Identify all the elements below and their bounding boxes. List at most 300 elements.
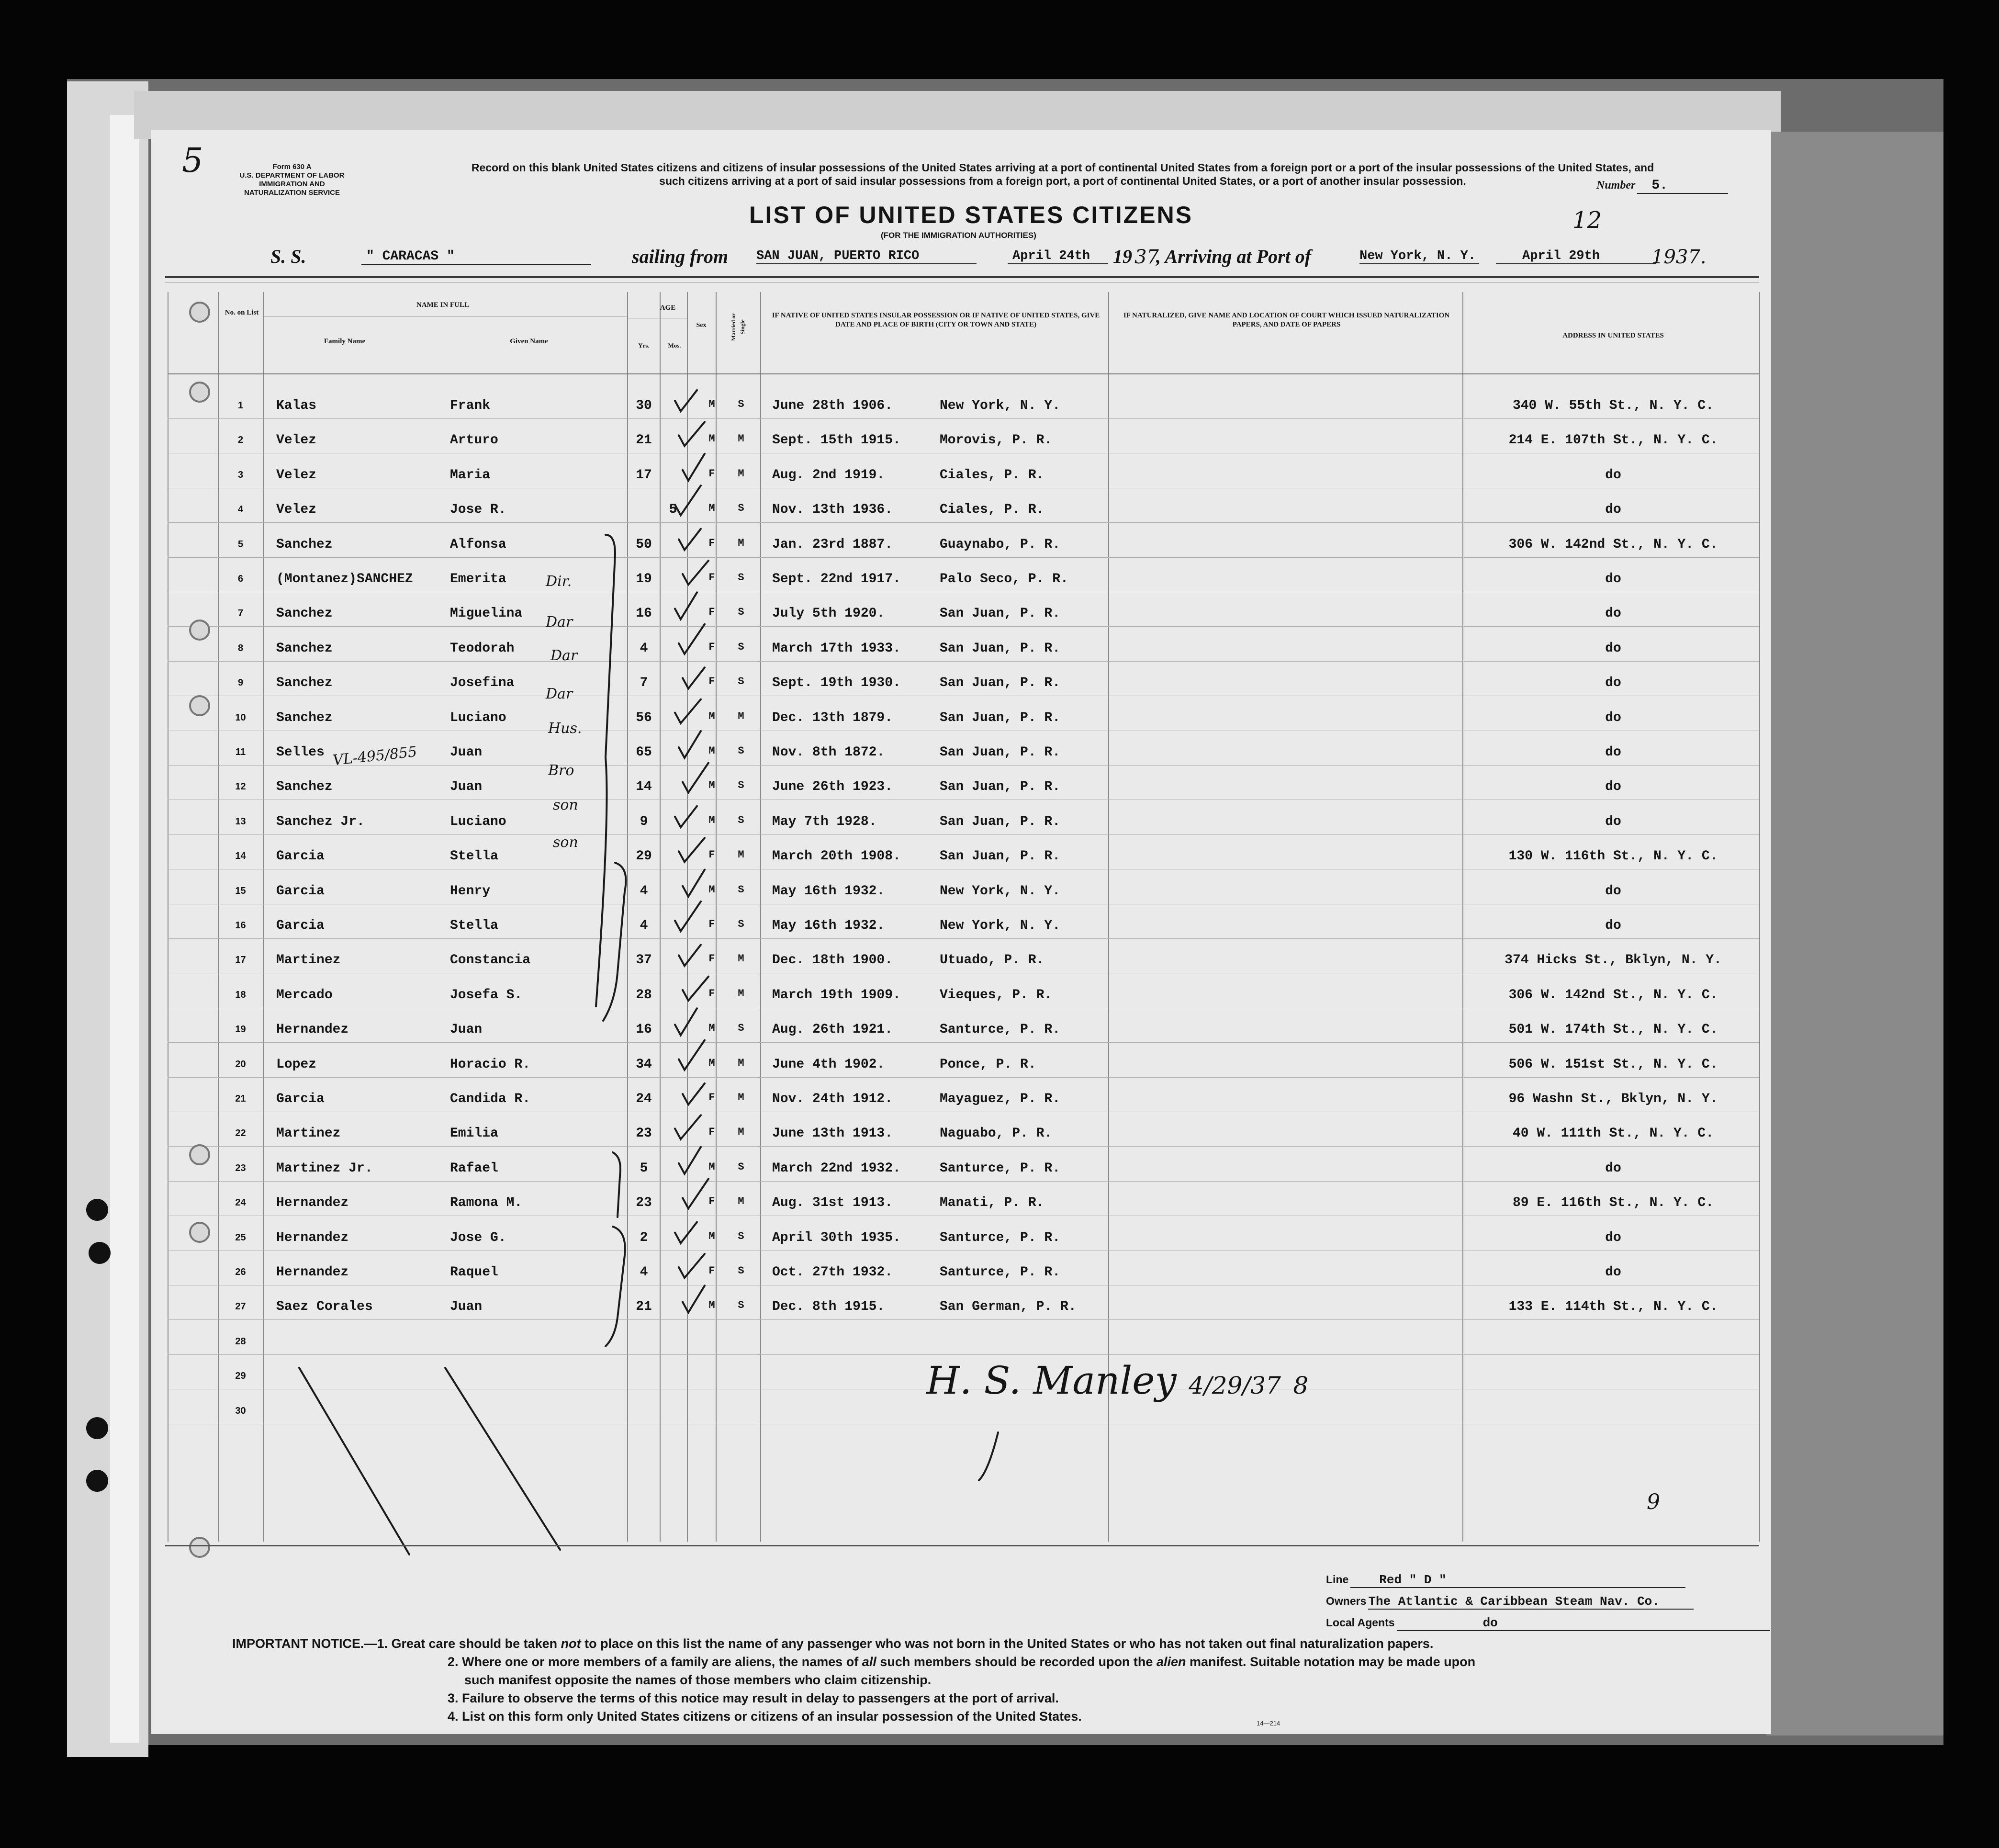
marital-status: S [738, 606, 744, 619]
relation-note-7: Dar [546, 614, 573, 631]
age-years: 24 [636, 1092, 652, 1106]
col-yrs: Yrs. [638, 342, 650, 349]
verification-check-mark [683, 763, 708, 792]
sheet-number-handwritten: 5 [182, 141, 203, 180]
relation-note-11: Bro [548, 762, 574, 779]
agents-value: do [1397, 1616, 1770, 1631]
family-name: Hernandez [276, 1265, 349, 1280]
age-years: 21 [636, 433, 652, 448]
birth-date: Sept. 19th 1930. [772, 676, 901, 691]
age-years: 21 [636, 1299, 652, 1315]
row-number: 11 [235, 747, 246, 757]
marital-status: M [738, 710, 744, 722]
verification-check-mark [683, 1083, 705, 1104]
sex: F [708, 1265, 715, 1277]
address: 130 W. 116th St., N. Y. C. [1508, 849, 1718, 864]
number-value: 5. [1637, 178, 1728, 194]
punch-hole-2 [89, 1242, 111, 1264]
verification-check-mark [683, 1179, 708, 1208]
marital-status: S [738, 779, 744, 792]
age-years: 23 [636, 1195, 652, 1211]
verification-check-mark [679, 529, 701, 550]
col-married: Married or Single [730, 313, 746, 341]
col-name: NAME IN FULL [416, 301, 469, 309]
marital-status: M [738, 987, 744, 1000]
verification-check-mark [675, 699, 701, 723]
address: do [1605, 745, 1621, 760]
page-mark: 12 [1572, 207, 1602, 234]
birth-date: Sept. 22nd 1917. [772, 572, 901, 586]
birth-date: March 20th 1908. [772, 849, 901, 864]
sailing-from-label: sailing from [632, 246, 729, 267]
given-name: Horacio R. [450, 1057, 531, 1072]
marital-status: S [738, 1230, 744, 1242]
given-name: Teodorah [450, 641, 515, 656]
age-years: 16 [636, 1022, 652, 1037]
birth-date: March 17th 1933. [772, 641, 901, 656]
signature-date: 4/29/37 [1189, 1372, 1281, 1399]
birth-date: Dec. 18th 1900. [772, 953, 893, 968]
row-number: 13 [235, 816, 246, 827]
verification-check-mark [675, 592, 697, 619]
row-number: 21 [235, 1093, 246, 1104]
birth-date: Nov. 13th 1936. [772, 502, 893, 518]
row-number: 7 [237, 608, 244, 619]
address: do [1605, 1265, 1621, 1280]
inspector-signature [926, 1358, 1308, 1403]
birth-place: San Juan, P. R. [940, 745, 1061, 760]
address: 89 E. 116th St., N. Y. C. [1512, 1195, 1714, 1211]
line-field [1326, 1570, 1685, 1589]
birth-date: Nov. 24th 1912. [772, 1092, 893, 1106]
given-name: Juan [450, 1022, 483, 1037]
family-name: Sanchez [276, 710, 333, 725]
footer-rule [165, 1545, 1759, 1546]
punch-hole-4 [86, 1470, 108, 1492]
arrival-year: 1937. [1651, 246, 1707, 268]
given-name: Juan [450, 745, 483, 760]
marital-status: S [738, 676, 744, 688]
form-service-line2: NATURALIZATION SERVICE [244, 189, 340, 197]
family-name: Sanchez [276, 537, 333, 552]
strike-line-given [445, 1368, 560, 1550]
given-name: Candida R. [450, 1092, 531, 1106]
sex: M [708, 1022, 715, 1035]
selles-note: VL-495/855 [332, 743, 418, 769]
given-name: Emilia [450, 1126, 498, 1141]
row-number: 6 [237, 574, 244, 584]
address: 40 W. 111th St., N. Y. C. [1512, 1126, 1714, 1141]
birth-date: Dec. 8th 1915. [772, 1299, 885, 1315]
marital-status: M [738, 1126, 744, 1138]
form-code: Form 630 A [272, 163, 312, 171]
verification-check-mark [675, 806, 697, 827]
arrival-port: New York, N. Y. [1359, 249, 1479, 264]
row-number: 27 [235, 1301, 246, 1312]
verification-check-mark [679, 1040, 705, 1070]
family-name: Selles [276, 745, 325, 760]
family-bracket-hernandez [606, 1227, 625, 1346]
marital-status: S [738, 641, 744, 653]
marital-status: S [738, 745, 744, 757]
birth-date: Aug. 31st 1913. [772, 1195, 893, 1211]
age-years: 4 [640, 641, 648, 656]
given-name: Stella [450, 849, 498, 864]
birth-date: Nov. 8th 1872. [772, 745, 885, 760]
sex: F [708, 641, 715, 653]
strike-line-family [299, 1368, 409, 1555]
address: do [1605, 710, 1621, 725]
underlying-sheet-right [1766, 132, 1943, 1735]
notice-heading: IMPORTANT NOTICE. [232, 1636, 364, 1651]
birth-place: Guaynabo, P. R. [940, 537, 1061, 552]
given-name: Henry [450, 883, 491, 899]
birth-place: San German, P. R. [940, 1299, 1077, 1315]
row-number: 2 [237, 435, 244, 446]
sex: F [708, 1126, 715, 1138]
signature-time: 8 [1293, 1372, 1309, 1399]
row-number: 15 [235, 885, 246, 896]
family-name: Garcia [276, 883, 325, 899]
family-bracket-martinez [613, 1152, 620, 1217]
number-label: Number [1596, 179, 1636, 192]
sex: F [708, 849, 715, 861]
family-name: Martinez Jr. [276, 1161, 373, 1176]
given-name: Juan [450, 779, 483, 795]
birth-place: Santurce, P. R. [940, 1265, 1061, 1280]
verification-check-mark [679, 838, 705, 862]
verification-check-mark [675, 1115, 701, 1139]
age-years: 17 [636, 467, 652, 483]
form-title: LIST OF UNITED STATES CITIZENS [749, 202, 1193, 228]
birth-place: New York, N. Y. [940, 883, 1061, 899]
pencil-marks [151, 130, 1771, 1566]
birth-place: New York, N. Y. [940, 398, 1061, 413]
age-months: 5 [669, 502, 677, 518]
important-notice [232, 1634, 1475, 1725]
birth-place: San Juan, P. R. [940, 710, 1061, 725]
notice-item-4: 4. List on this form only United States citizens or citizens of an insular possession of the United States. [448, 1709, 1082, 1724]
birth-date: Aug. 26th 1921. [772, 1022, 893, 1037]
verification-check-mark [675, 390, 697, 411]
verification-check-mark [683, 870, 705, 897]
birth-place: San Juan, P. R. [940, 779, 1061, 795]
birth-date: Sept. 15th 1915. [772, 433, 901, 448]
sex: M [708, 814, 715, 826]
address: 133 E. 114th St., N. Y. C. [1508, 1299, 1718, 1315]
col-no: No. on List [225, 309, 259, 316]
row-number: 18 [235, 989, 246, 1000]
age-years: 30 [636, 398, 652, 413]
punch-hole-3 [86, 1417, 108, 1439]
form-department: U.S. DEPARTMENT OF LABOR [239, 171, 345, 180]
family-name: Hernandez [276, 1022, 349, 1037]
birth-place: Santurce, P. R. [940, 1161, 1061, 1176]
row-number: 3 [237, 469, 244, 480]
given-name: Maria [450, 467, 491, 483]
row-number: 8 [237, 642, 244, 654]
sex: M [708, 745, 715, 757]
verification-check-mark [679, 624, 705, 654]
verification-check-mark [679, 945, 701, 966]
verification-check-mark [675, 485, 701, 515]
row-number: 1 [237, 400, 244, 411]
address: 96 Washn St., Bklyn, N. Y. [1508, 1092, 1718, 1106]
given-name: Raquel [450, 1265, 498, 1280]
family-name: Garcia [276, 849, 325, 864]
age-years: 14 [636, 779, 652, 795]
verification-check-mark [679, 1254, 705, 1278]
family-name: Sanchez [276, 641, 333, 656]
given-name: Ramona M. [450, 1195, 523, 1211]
col-family: Family Name [324, 338, 366, 345]
sex: M [708, 1299, 715, 1312]
sex: M [708, 1057, 715, 1069]
family-name: Sanchez [276, 779, 333, 795]
sex: F [708, 1092, 715, 1104]
age-years: 19 [636, 572, 652, 586]
age-years: 4 [640, 918, 648, 933]
address: do [1605, 883, 1621, 899]
marital-status: M [738, 953, 744, 965]
birth-date: April 30th 1935. [772, 1230, 901, 1245]
family-name: Sanchez [276, 606, 333, 621]
verification-check-mark [679, 1147, 701, 1174]
departure-year-suffix: 37 [1134, 246, 1159, 268]
given-name: Frank [450, 398, 491, 413]
birth-place: New York, N. Y. [940, 918, 1061, 933]
notice-item-2-cont: such manifest opposite the names of those members who claim citizenship. [464, 1673, 932, 1687]
sex: F [708, 537, 715, 549]
birth-place: Ciales, P. R. [940, 467, 1044, 483]
departure-year-prefix: 19 [1113, 246, 1132, 267]
sex: F [708, 953, 715, 965]
col-mos: Mos. [668, 342, 681, 349]
birth-date: March 22nd 1932. [772, 1161, 901, 1176]
address: 214 E. 107th St., N. Y. C. [1508, 433, 1718, 448]
age-years: 4 [640, 1265, 648, 1280]
relation-note-8: Dar [550, 647, 578, 664]
form-subtitle: (FOR THE IMMIGRATION AUTHORITIES) [881, 231, 1036, 240]
given-name: Alfonsa [450, 537, 506, 552]
birth-date: Dec. 13th 1879. [772, 710, 893, 725]
address: do [1605, 779, 1621, 795]
birth-date: May 7th 1928. [772, 814, 877, 829]
family-name: (Montanez)SANCHEZ [276, 572, 413, 586]
given-name: Miguelina [450, 606, 523, 621]
age-years: 65 [636, 745, 652, 760]
given-name: Luciano [450, 710, 506, 725]
signature-underline [979, 1432, 998, 1480]
given-name: Arturo [450, 433, 498, 448]
birth-place: San Juan, P. R. [940, 641, 1061, 656]
record-instructions: Record on this blank United States citizens and citizens of insular possessions of the United States arriving at a port of continental United States from a foreign port or a port of the insular possessions of the United States, and such citizens arriving at a port of said insular possessions from a foreign port, a port of continental United States, or a port of another insular possession. [471, 161, 1654, 187]
marital-status: S [738, 398, 744, 410]
address: 506 W. 151st St., N. Y. C. [1508, 1057, 1718, 1072]
page-tally: 9 [1647, 1490, 1660, 1514]
marital-status: S [738, 814, 744, 826]
age-years: 56 [636, 710, 652, 725]
row-number: 17 [235, 955, 246, 966]
address: do [1605, 814, 1621, 829]
birth-place: Utuado, P. R. [940, 953, 1044, 968]
notice-item-2: 2. Where one or more members of a family are aliens, the names of all such members should be recorded upon the alien manifest. Suitable notation may be made upon [448, 1655, 1476, 1669]
birth-date: June 13th 1913. [772, 1126, 893, 1141]
birth-date: May 16th 1932. [772, 918, 885, 933]
departure-port: SAN JUAN, PUERTO RICO [756, 249, 977, 264]
given-name: Jose G. [450, 1230, 506, 1245]
col-sex: Sex [696, 322, 707, 329]
col-birth: IF NATIVE OF UNITED STATES INSULAR POSSESSION OR IF NATIVE OF UNITED STATES, GIVE DATE AND PLACE OF BIRTH (CITY OR TOWN AND STATE) [772, 312, 1100, 328]
agents-label: Local Agents [1326, 1616, 1395, 1629]
verification-check-mark [683, 977, 708, 1001]
inspector-name: H. S. Manley [926, 1358, 1177, 1403]
arrival-date: April 29th [1496, 249, 1656, 264]
birth-place: San Juan, P. R. [940, 606, 1061, 621]
address: 306 W. 142nd St., N. Y. C. [1508, 987, 1718, 1003]
verification-check-mark [675, 1008, 697, 1035]
verification-check-mark [679, 731, 701, 758]
age-years: 7 [640, 676, 648, 691]
family-name: Mercado [276, 987, 333, 1003]
marital-status: S [738, 918, 744, 930]
birth-place: San Juan, P. R. [940, 814, 1061, 829]
given-name: Josefina [450, 676, 515, 691]
line-label: Line [1326, 1573, 1349, 1586]
sex: F [708, 572, 715, 584]
form-service-line1: IMMIGRATION AND [259, 180, 325, 188]
print-code: 14—214 [1257, 1720, 1280, 1727]
marital-status: M [738, 1195, 744, 1208]
birth-date: June 4th 1902. [772, 1057, 885, 1072]
col-naturalized: IF NATURALIZED, GIVE NAME AND LOCATION OF COURT WHICH ISSUED NATURALIZATION PAPERS, AND DATE OF PAPERS [1123, 312, 1450, 328]
punch-hole-1 [86, 1199, 108, 1221]
given-name: Constancia [450, 953, 531, 968]
birth-place: Mayaguez, P. R. [940, 1092, 1061, 1106]
age-years: 4 [640, 883, 648, 899]
address: do [1605, 606, 1621, 621]
birth-date: March 19th 1909. [772, 987, 901, 1003]
birth-place: Santurce, P. R. [940, 1230, 1061, 1245]
row-number: 19 [235, 1024, 246, 1035]
birth-date: June 26th 1923. [772, 779, 893, 795]
age-years: 28 [636, 987, 652, 1003]
marital-status: M [738, 849, 744, 861]
row-number: 4 [237, 504, 244, 515]
age-years: 34 [636, 1057, 652, 1072]
family-name: Martinez [276, 953, 341, 968]
line-value: Red " D " [1350, 1573, 1685, 1588]
marital-status: M [738, 467, 744, 480]
sex: F [708, 467, 715, 480]
relation-note-12: son [553, 797, 578, 813]
row-number: 28 [235, 1336, 246, 1347]
family-bracket-sanchez [596, 535, 615, 1006]
verification-check-mark [675, 1222, 697, 1243]
relation-note-13: son [553, 834, 578, 851]
notice-item-3: 3. Failure to observe the terms of this notice may result in delay to passengers at the port of arrival. [448, 1691, 1059, 1705]
address: 501 W. 174th St., N. Y. C. [1508, 1022, 1718, 1037]
age-years: 50 [636, 537, 652, 552]
sex: F [708, 987, 715, 1000]
notice-item-1: IMPORTANT NOTICE.—1. Great care should be taken not to place on this list the name of any passenger who was not born in the United States or who has not taken out final naturalization papers. [232, 1636, 1434, 1651]
address: do [1605, 918, 1621, 933]
age-years: 23 [636, 1126, 652, 1141]
row-number: 30 [235, 1405, 246, 1416]
ss-label: S. S. [270, 246, 306, 267]
owners-label: Owners [1326, 1595, 1367, 1607]
family-name: Sanchez Jr. [276, 814, 365, 829]
departure-date: April 24th [1008, 249, 1108, 264]
birth-place: San Juan, P. R. [940, 676, 1061, 691]
row-number: 10 [235, 712, 246, 723]
address: do [1605, 467, 1621, 483]
ship-name: " CARACAS " [361, 249, 591, 265]
row-number: 12 [235, 781, 246, 792]
family-name: Martinez [276, 1126, 341, 1141]
sex: F [708, 918, 715, 930]
row-number: 9 [237, 677, 244, 688]
col-address: ADDRESS IN UNITED STATES [1562, 332, 1664, 339]
sex: M [708, 883, 715, 896]
row-number: 25 [235, 1232, 246, 1243]
given-name: Luciano [450, 814, 506, 829]
col-age: AGE [660, 304, 676, 312]
birth-place: Ciales, P. R. [940, 502, 1044, 518]
address: do [1605, 502, 1621, 518]
address: do [1605, 641, 1621, 656]
birth-place: Palo Seco, P. R. [940, 572, 1068, 586]
marital-status: S [738, 1022, 744, 1035]
family-name: Garcia [276, 1092, 325, 1106]
marital-status: M [738, 1057, 744, 1069]
row-number: 16 [235, 920, 246, 931]
birth-date: June 28th 1906. [772, 398, 893, 413]
family-name: Kalas [276, 398, 317, 413]
family-name: Hernandez [276, 1230, 349, 1245]
marital-status: M [738, 433, 744, 445]
age-years: 5 [640, 1161, 648, 1176]
sex: M [708, 710, 715, 722]
sex: M [708, 433, 715, 445]
address: do [1605, 1161, 1621, 1176]
manifest-sheet [151, 130, 1771, 1734]
birth-date: Jan. 23rd 1887. [772, 537, 893, 552]
family-name: Lopez [276, 1057, 317, 1072]
marital-status: S [738, 502, 744, 515]
row-number: 29 [235, 1371, 246, 1382]
relation-note-6: Dir. [546, 573, 572, 590]
age-years: 9 [640, 814, 648, 829]
birth-date: Oct. 27th 1932. [772, 1265, 893, 1280]
underlying-sheet-left-strip [110, 115, 139, 1743]
row-number: 20 [235, 1059, 246, 1070]
family-bracket-garcia [603, 863, 626, 1021]
sex: M [708, 398, 715, 410]
birth-date: July 5th 1920. [772, 606, 885, 621]
family-name: Saez Corales [276, 1299, 373, 1315]
sex: F [708, 1195, 715, 1208]
row-number: 26 [235, 1267, 246, 1277]
address: 340 W. 55th St., N. Y. C. [1512, 398, 1714, 413]
given-name: Emerita [450, 572, 506, 586]
address: do [1605, 676, 1621, 691]
birth-place: Santurce, P. R. [940, 1022, 1061, 1037]
row-number: 22 [235, 1128, 246, 1139]
sex: M [708, 1230, 715, 1242]
verification-check-mark [679, 422, 705, 446]
address: 306 W. 142nd St., N. Y. C. [1508, 537, 1718, 552]
